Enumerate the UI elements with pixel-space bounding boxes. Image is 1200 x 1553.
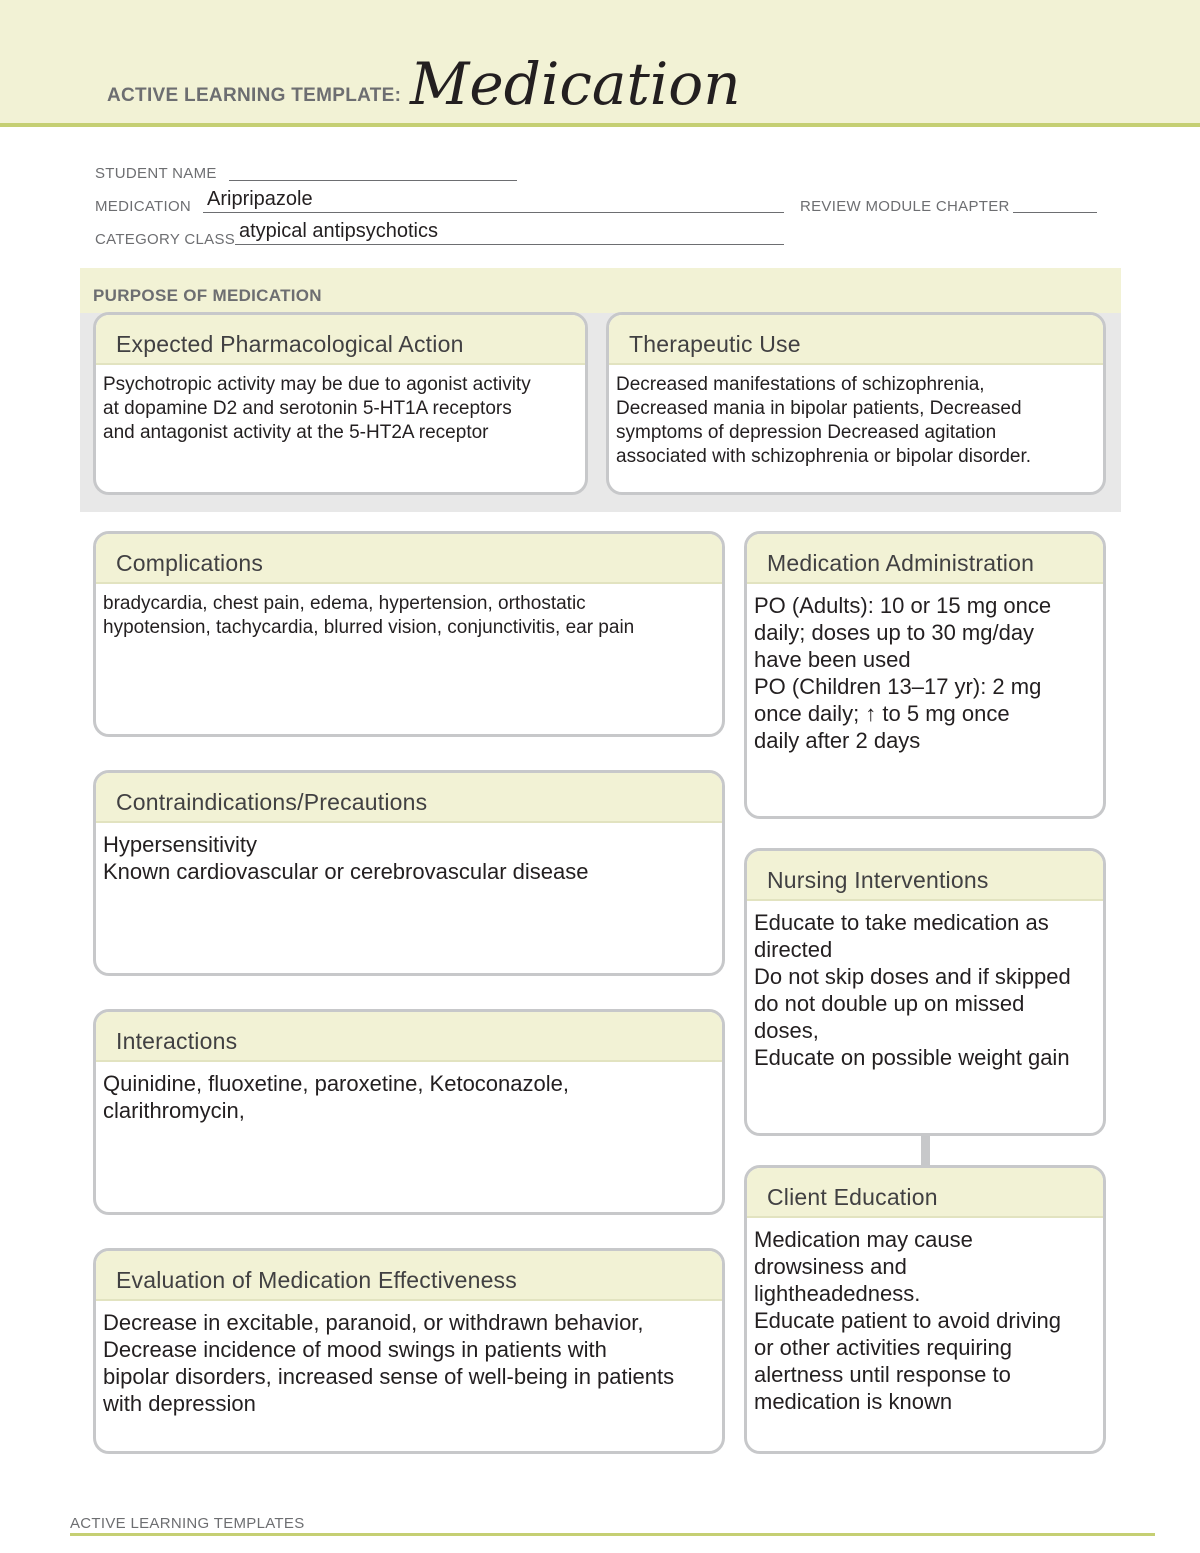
evaluation-box bbox=[93, 1248, 725, 1454]
complications-title: Complications bbox=[96, 534, 722, 584]
expected-action-text[interactable]: Psychotropic activity may be due to agonist activity at dopamine D2 and serotonin 5-HT1A receptors and antagonist activity at the 5-HT2A receptor bbox=[103, 374, 531, 443]
complications-text[interactable]: bradycardia, chest pain, edema, hypertension, orthostatic hypotension, tachycardia, blurred vision, conjunctivitis, ear pain bbox=[103, 593, 635, 638]
medication-label: MEDICATION bbox=[95, 198, 192, 215]
student-name-field[interactable] bbox=[229, 180, 517, 181]
nursing-interventions-box bbox=[744, 848, 1106, 1136]
client-education-title: Client Education bbox=[747, 1168, 1103, 1218]
category-class-value: atypical antipsychotics bbox=[239, 220, 438, 242]
review-module-chapter-label: REVIEW MODULE CHAPTER bbox=[800, 198, 1010, 215]
contraindications-title: Contraindications/Precautions bbox=[96, 773, 722, 823]
therapeutic-use-box bbox=[606, 312, 1106, 495]
medication-administration-text[interactable]: PO (Adults): 10 or 15 mg once daily; doses up to 30 mg/day have been used PO (Children 13–17 yr): 2 mg once daily; ↑ to 5 mg once daily after 2 days bbox=[754, 593, 1052, 753]
interactions-text[interactable]: Quinidine, fluoxetine, paroxetine, Ketoconazole, clarithromycin, bbox=[103, 1071, 569, 1123]
category-class-field[interactable] bbox=[235, 244, 784, 245]
therapeutic-use-text[interactable]: Decreased manifestations of schizophrenia, Decreased mania in bipolar patients, Decreased symptoms of depression Decreased agitation associated with schizophrenia or bipolar disorder. bbox=[616, 374, 1032, 467]
evaluation-title: Evaluation of Medication Effectiveness bbox=[96, 1251, 722, 1301]
therapeutic-use-title: Therapeutic Use bbox=[609, 315, 1103, 365]
nursing-interventions-title: Nursing Interventions bbox=[747, 851, 1103, 901]
purpose-label: PURPOSE OF MEDICATION bbox=[93, 286, 322, 305]
footer-rule bbox=[70, 1533, 1155, 1536]
evaluation-text[interactable]: Decrease in excitable, paranoid, or withdrawn behavior, Decrease incidence of mood swings in patients with bipolar disorders, increased sense of well-being in patients with depression bbox=[103, 1310, 675, 1416]
page-title: Medication bbox=[410, 50, 741, 118]
complications-box bbox=[93, 531, 725, 737]
nursing-interventions-text[interactable]: Educate to take medication as directed Do not skip doses and if skipped do not double up on missed doses, Educate on possible weight gain bbox=[754, 910, 1071, 1070]
expected-action-title: Expected Pharmacological Action bbox=[96, 315, 585, 365]
interactions-title: Interactions bbox=[96, 1012, 722, 1062]
student-name-label: STUDENT NAME bbox=[95, 165, 217, 182]
medication-administration-box bbox=[744, 531, 1106, 819]
medication-administration-title: Medication Administration bbox=[747, 534, 1103, 584]
box-connector bbox=[921, 1133, 930, 1167]
review-module-chapter-field[interactable] bbox=[1013, 212, 1097, 213]
contraindications-text[interactable]: Hypersensitivity Known cardiovascular or cerebrovascular disease bbox=[103, 832, 589, 884]
category-class-label-text: CATEGORY CLASS bbox=[95, 231, 236, 248]
client-education-text[interactable]: Medication may cause drowsiness and lightheadedness. Educate patient to avoid driving or other activities requiring alertness until response to medication is known bbox=[754, 1227, 1061, 1414]
client-education-box bbox=[744, 1165, 1106, 1454]
medication-value: Aripripazole bbox=[207, 188, 313, 210]
header-band bbox=[0, 0, 1200, 127]
contraindications-box bbox=[93, 770, 725, 976]
template-label: ACTIVE LEARNING TEMPLATE: bbox=[107, 85, 402, 106]
footer-label: ACTIVE LEARNING TEMPLATES bbox=[70, 1515, 305, 1532]
interactions-box bbox=[93, 1009, 725, 1215]
medication-field[interactable] bbox=[203, 212, 784, 213]
expected-action-box bbox=[93, 312, 588, 495]
